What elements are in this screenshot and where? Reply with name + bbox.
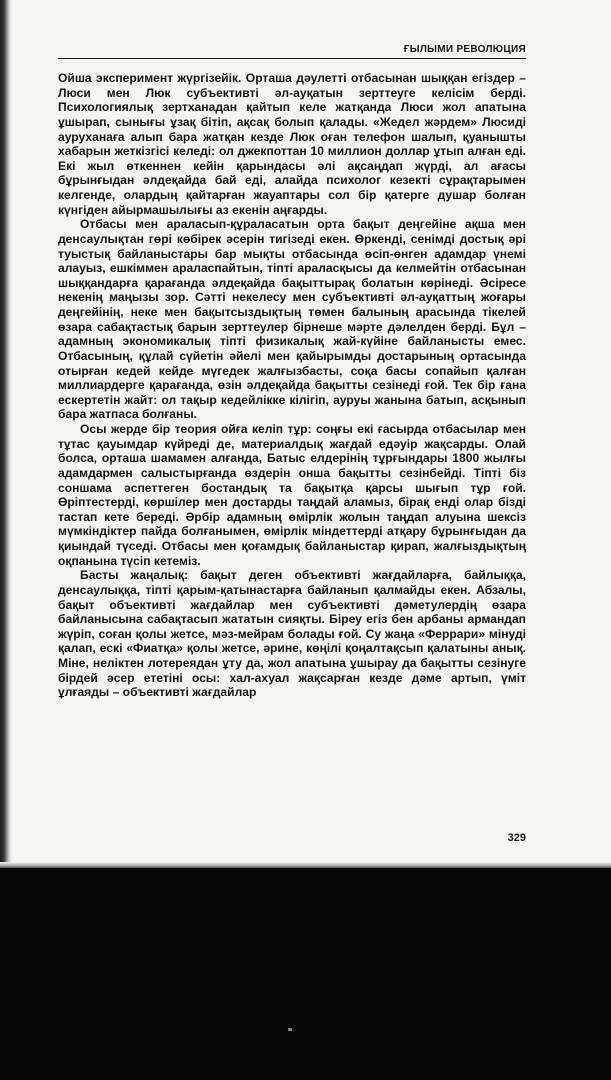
scan-speck bbox=[288, 1028, 292, 1031]
page-number: 329 bbox=[507, 832, 526, 844]
body-text bbox=[58, 71, 526, 700]
running-head: ҒЫЛЫМИ РЕВОЛЮЦИЯ bbox=[58, 44, 526, 59]
book-page bbox=[58, 44, 526, 864]
paragraph-1: Ойша эксперимент жүргізейік. Орташа дәулетті отбасынан шыққан егіздер – Люси мен Люк субъективті әл-ауқатын зерттеуге келісім берді. Психологиялық зертханадан қайтып келе жатқанда Люси жол апатына ұшырап, сынығы ұзақ бітіп, ақсақ болып қалады. «Жедел жәрдем» Люсиді ауруханаға алып бара жатқан кезде Люк оған телефон шалып, қуанышты хабарын жеткізгісі келеді: ол джекпоттан 10 миллион доллар ұтып алған еді. Екі жыл өткеннен кейін қарындасы әлі ақсаңдап жүрді, ал ағасы бұрынғыдан әлдеқайда бай еді, алайда психолог кезекті сұрақтарымен келгенде, олардың қайтарған жауаптары сол бір қатерге душар болған күнгіден айырмашылығы аз екенін аңғарды. bbox=[58, 71, 526, 217]
scanner-background bbox=[0, 868, 611, 1080]
page-gutter-shadow bbox=[0, 0, 12, 870]
paragraph-4: Басты жаңалық: бақыт деген объективті жағдайларға, байлыққа, денсаулыққа, тіпті қарым-қатынастарға байланып қалмайды екен. Абзалы, бақыт объективті жағдайлар мен субъективті дәметулердің өзара байланысына сабақтасып жататын сияқты. Біреу егіз бен арбаны армандап жүріп, соған қолы жетсе, мәз-мейрам болады ғой. Су жаңа «Феррари» мінуді қалап, ескі «Фиатқа» қолы жетсе, әрине, көңілі қоңалтақсып қалатыны анық. Міне, неліктен лотереядан ұту да, жол апатына ұшырау да бақытты сезінуге бірдей әсер ететіні осы: хал-ахуал жақсарған кезде дәме артып, үміт ұлғаяды – объективті жағдайлар bbox=[58, 568, 526, 700]
paragraph-2: Отбасы мен араласып-құраласатын орта бақыт деңгейіне ақша мен денсаулықтан гөрі көбірек әсерін тигізеді екен. Өркенді, сенімді достық әрі туыстық байланыстары бар мықты отбасында өсіп-өнген адамдар үнемі алауыз, ешкіммен араласпайтын, тіпті араласқысы да келмейтін отбасынан шыққандарға қарағанда әлдеқайда бақыттырақ болатын көрінеді. Әсіресе некенің маңызы зор. Сәтті некелесу мен субъективті әл-ауқаттың жоғары деңгейінің, неке мен бақытсыздықтың төмен балының арасында тікелей өзара сабақтастық барын зерттеулер бірнеше мәрте дәлелден берді. Бұл – адамның экономикалық тіпті физикалық жай-күйіне байланысты емес. Отбасының, құлай сүйетін әйелі мен қайырымды достарының ортасында отырған кедей кейде мүгедек жалғызбасты, соқа басы сопайып қалған миллиардерге қарағанда, өзін әлдеқайда бақытты сезінеді ғой. Тек бір ғана ескертетін жайт: ол тақыр кедейлікке кілігіп, ауруы жанына батып, асқынып бара жатпаса болғаны. bbox=[58, 217, 526, 422]
paragraph-3: Осы жерде бір теория ойға келіп тұр: соңғы екі ғасырда отбасылар мен тұтас қауымдар күйреді де, материалдық жағдай едәуір жақсарды. Олай болса, орташа шамамен алғанда, Батыс елдерінің тұрғындары 1800 жылғы адамдармен салыстырғанда өздерін онша бақытты сезінбейді. Тіпті біз соншама әспеттеген бостандық та бақытқа қарсы шығып тұр ғой. Өріптестерді, көршілер мен достарды таңдай аламыз, бірақ енді олар бізді тастап кете береді. Әрбір адамның өмірлік жолын таңдап алуына шексіз мүмкіндіктер пайда болғанымен, өмірлік міндеттерді атқару бұрынғыдан да қиындай түседі. Отбасы мен қоғамдық байланыстар қирап, жалғыздықтың оқпанына түсіп кетеміз. bbox=[58, 422, 526, 568]
